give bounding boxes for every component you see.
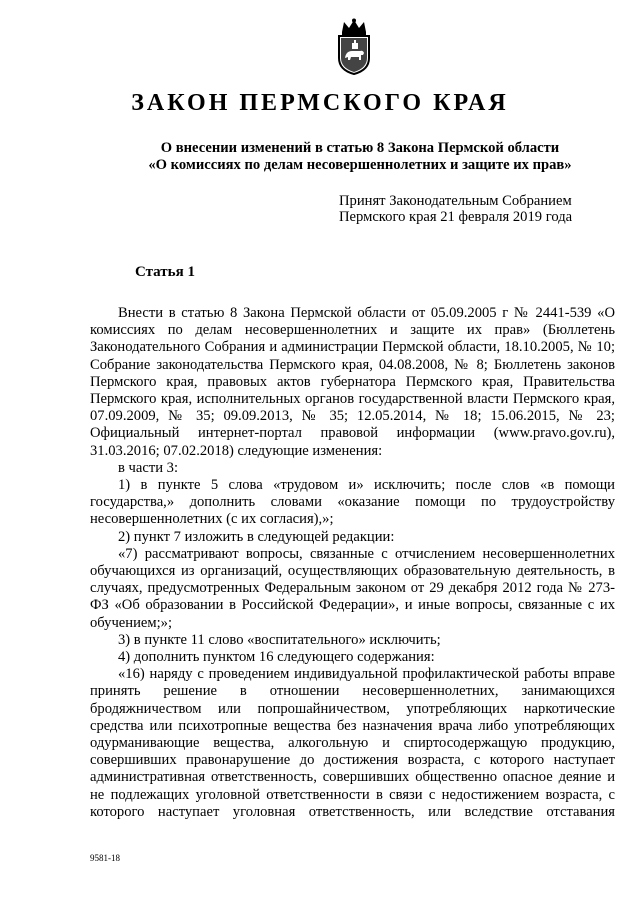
paragraph-item16: «16) наряду с проведением индивидуальной профилактической работы вправе принять решение в отношении несовершеннолетних, занимающихся бродяжничеством или попрошайничеством, употребляющих наркотические средства или психотропные вещества без назначения врача либо употребляющих одурманивающие вещества, алкогольную и спиртосодержащую продукцию, совершивших правонарушение до достижения возраста, с которого наступает административная ответственность, совершивших общественно опасное деяние и не подлежащих уголовной ответственности в связи с недостижением возраста, с которого наступает уголовная ответственность, или вследствие отставания (90, 666, 615, 820)
document-code: 9581-18 (90, 853, 120, 863)
adoption-line-2: Пермского края 21 февраля 2019 года (339, 209, 573, 225)
subtitle-line-2: «О комиссиях по делам несовершеннолетних и защите их прав» (148, 157, 572, 173)
perm-krai-coat-of-arms-icon (334, 18, 374, 76)
paragraph-item1: 1) в пункте 5 слова «трудовом и» исключить; после слов «в помощи государства,» дополнить словами «оказание помощи по трудоустройству несовершеннолетних (с их согласия),»; (90, 477, 615, 528)
paragraph-item4: 4) дополнить пунктом 16 следующего содержания: (118, 649, 435, 666)
law-title: ЗАКОН ПЕРМСКОГО КРАЯ (131, 90, 509, 116)
paragraph-item3: 3) в пункте 11 слово «воспитательного» исключить; (118, 631, 441, 648)
paragraph-item2: 2) пункт 7 изложить в следующей редакции: (118, 528, 395, 545)
law-subtitle (0, 140, 640, 174)
adoption-note (339, 193, 572, 225)
article-heading: Статья 1 (135, 264, 195, 280)
paragraph-item7: «7) рассматривают вопросы, связанные с отчислением несовершеннолетних обучающихся из организаций, осуществляющих образовательную деятельность, в случаях, предусмотренных Федеральным законом от 29 декабря 2012 года № 273-ФЗ «Об образовании в Российской Федерации», и иные вопросы, связанные с их обучением;»; (90, 545, 615, 631)
paragraph-part3: в части 3: (118, 459, 179, 476)
subtitle-line-1: О внесении изменений в статью 8 Закона Пермской области (160, 140, 560, 156)
adoption-line-1: Принят Законодательным Собранием (339, 193, 572, 209)
article-body (90, 305, 615, 821)
paragraph-intro: Внести в статью 8 Закона Пермской области от 05.09.2005 г № 2441-539 «О комиссиях по делам несовершеннолетних и защите их прав» (Бюллетень Законодательного Собрания и администрации Пермской области, 18.10.2005, № 10; Собрание законодательства Пермского края, 04.08.2008, № 8; Бюллетень законов Пермского края, правовых актов губернатора Пермского края, Правительства Пермского края, исполнительных органов государственной власти Пермского края, 07.09.2009, № 35; 09.09.2013, № 35; 12.05.2014, № 18; 15.06.2015, № 23; Официальный интернет-портал правовой информации (www.pravo.gov.ru), 31.03.2016; 07.02.2018) следующие изменения: (90, 305, 615, 459)
